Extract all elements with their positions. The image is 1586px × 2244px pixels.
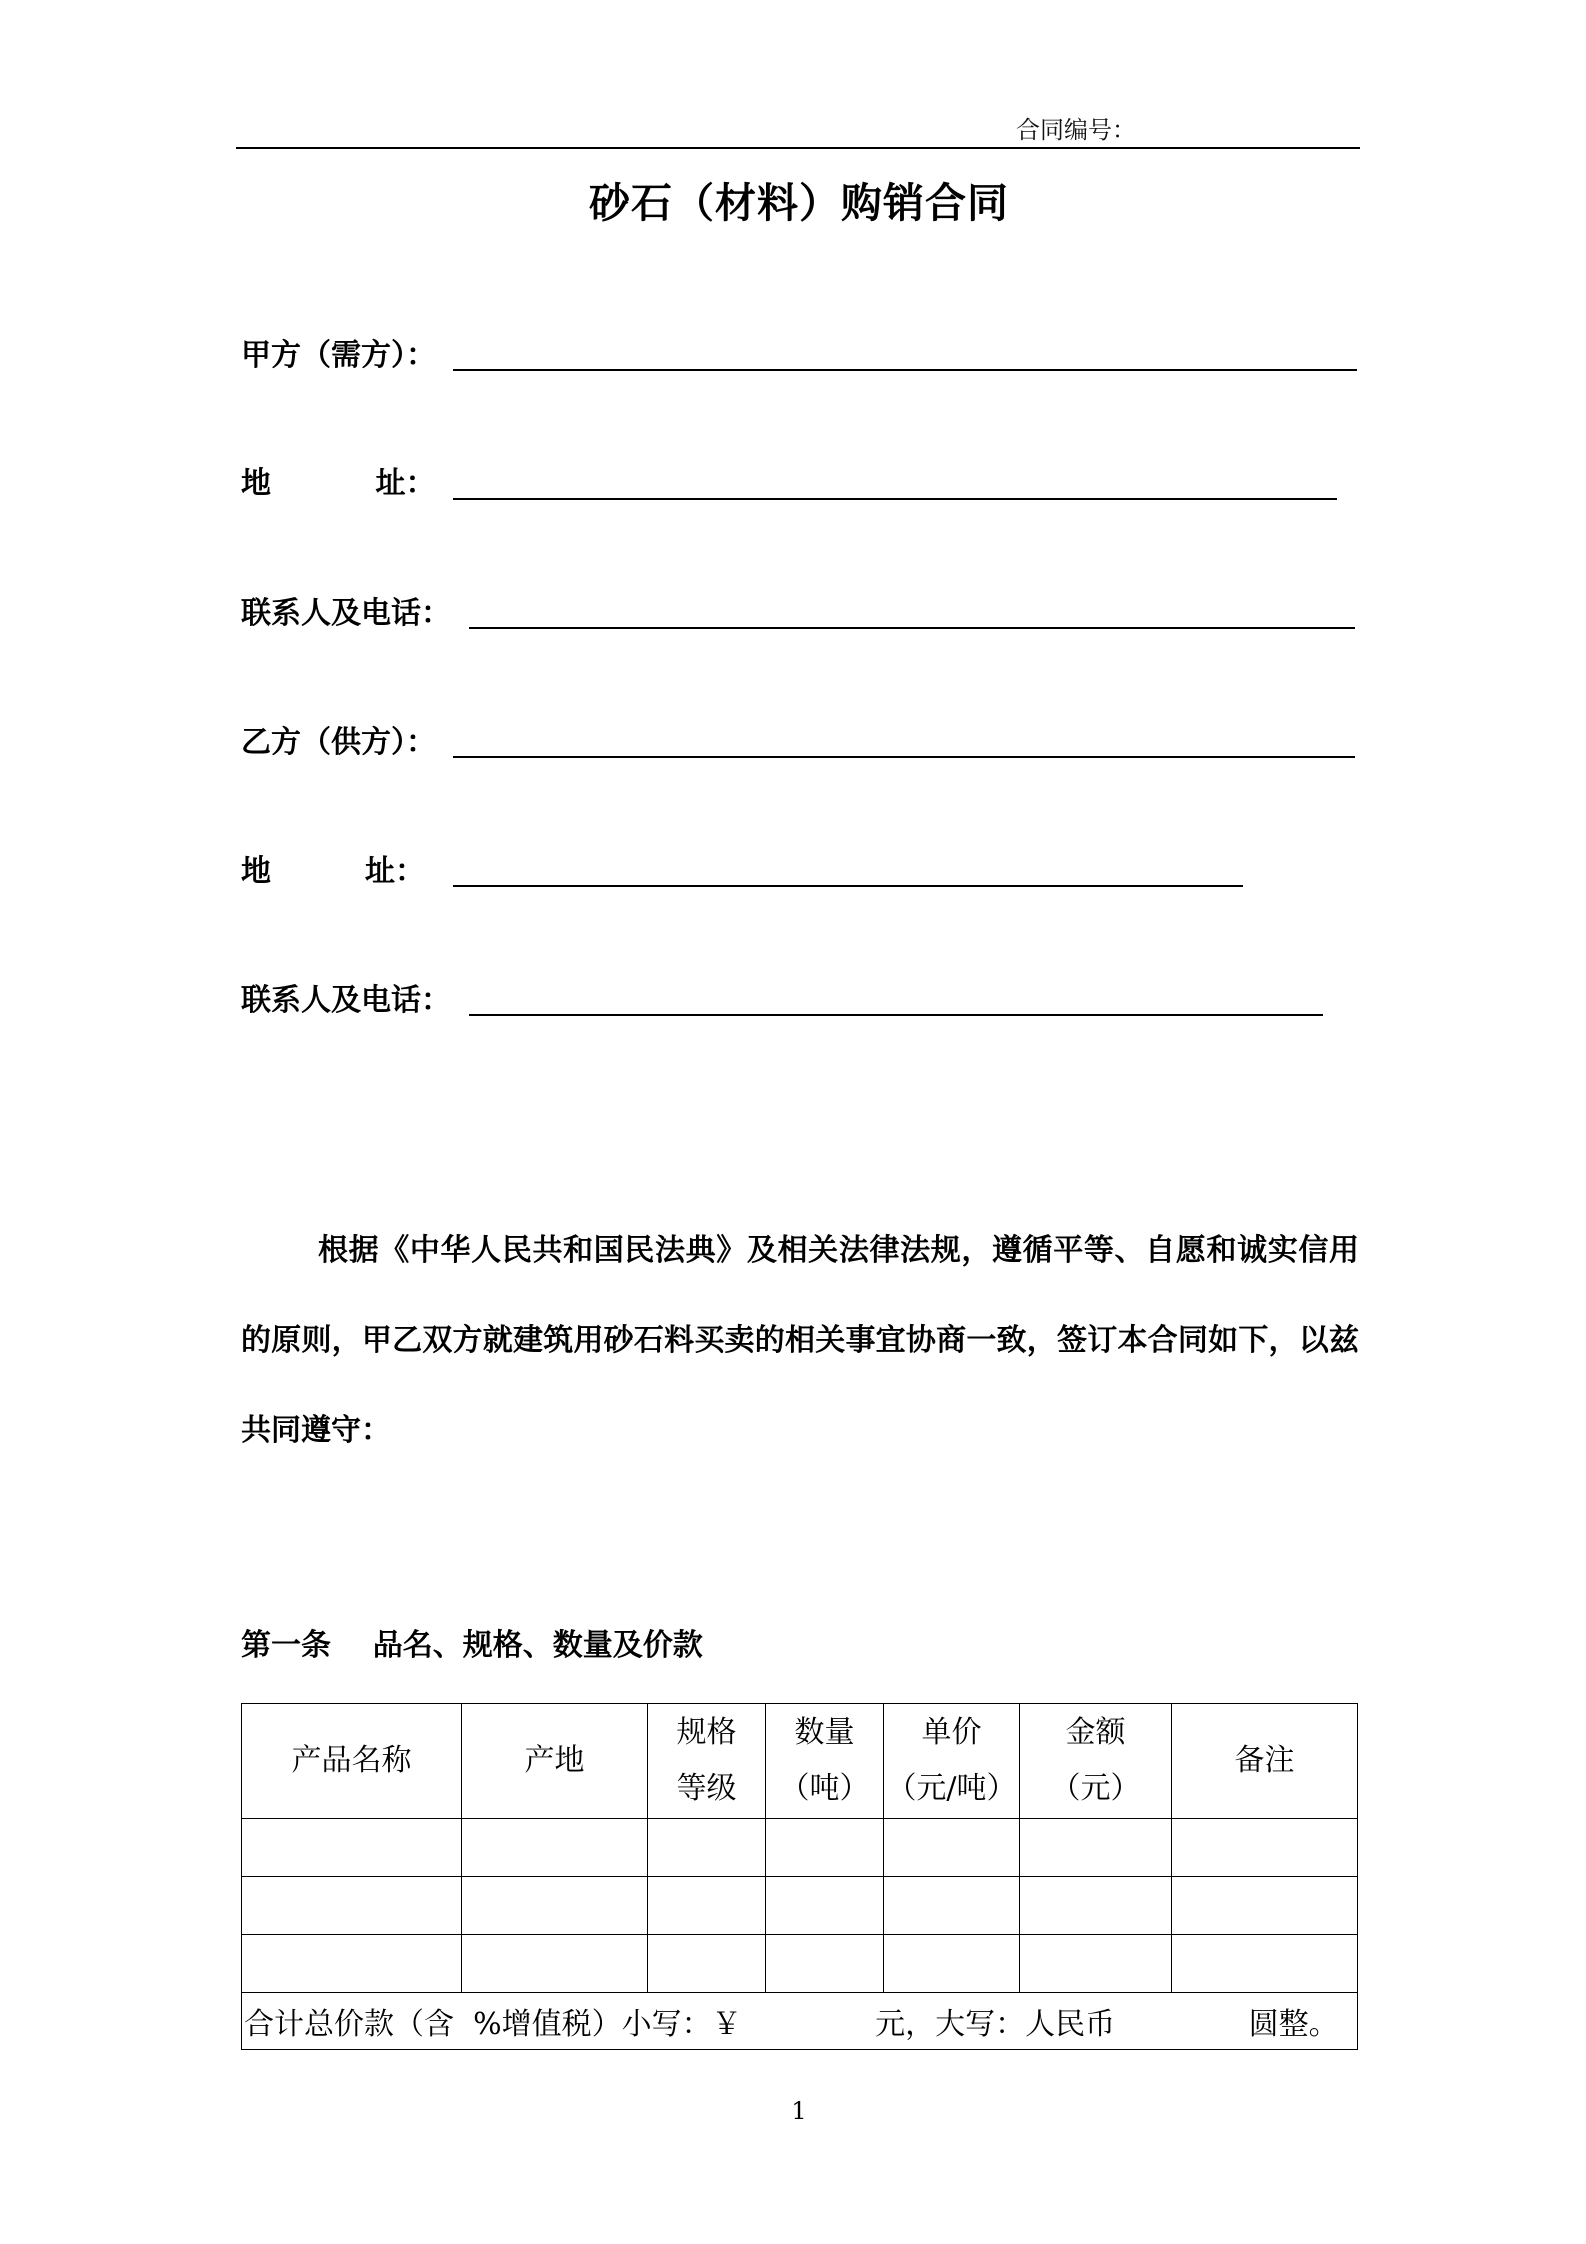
table-cell[interactable] [242,1877,462,1935]
table-cell[interactable] [1172,1877,1358,1935]
preamble-paragraph: 根据《中华人民共和国民法典》及相关法律法规，遵循平等、自愿和诚实信用的原则，甲乙双方就建筑用砂石料买卖的相关事宜协商一致，签订本合同如下，以兹共同遵守： [241,1233,1359,1448]
table-cell[interactable] [884,1819,1020,1877]
table-cell[interactable] [242,1935,462,1993]
col-origin: 产地 [462,1704,648,1819]
table-cell[interactable] [462,1819,648,1877]
table-row [242,1935,1358,1993]
col-qty-line2: （吨） [779,1771,870,1806]
table-cell[interactable] [766,1877,884,1935]
table-cell[interactable] [1020,1819,1172,1877]
table-cell[interactable] [242,1819,462,1877]
col-quantity [766,1704,884,1819]
table-row [242,1877,1358,1935]
article-1-heading: 第一条 品名、规格、数量及价款 [241,1628,703,1663]
party-a-label: 甲方（需方）： [241,338,436,373]
product-price-table [241,1703,1358,2050]
party-b-address-label: 地 址： [241,854,425,889]
table-cell[interactable] [462,1877,648,1935]
header-rule [236,147,1360,149]
col-amount-line2: （元） [1050,1771,1141,1806]
col-price-line1: 单价 [921,1715,982,1750]
table-cell[interactable] [884,1935,1020,1993]
table-cell[interactable] [766,1935,884,1993]
total-price-line[interactable]: 合计总价款（含 %增值税）小写：￥ 元，大写：人民币 圆整。 [242,1993,1358,2050]
party-a-fill-line[interactable] [453,369,1357,371]
party-b-address-fill-line[interactable] [453,885,1243,887]
col-spec-line2: 等级 [676,1771,737,1806]
table-cell[interactable] [884,1877,1020,1935]
table-cell[interactable] [1020,1877,1172,1935]
table-cell[interactable] [462,1935,648,1993]
col-product-name: 产品名称 [242,1704,462,1819]
table-cell[interactable] [1020,1935,1172,1993]
party-b-contact-label: 联系人及电话： [241,983,451,1018]
col-amount-line1: 金额 [1065,1715,1126,1750]
table-cell[interactable] [648,1877,766,1935]
col-unit-price [884,1704,1020,1819]
party-b-contact-fill-line[interactable] [469,1014,1323,1016]
table-cell[interactable] [1172,1935,1358,1993]
party-a-contact-label: 联系人及电话： [241,596,451,631]
contract-number-label: 合同编号： [1016,116,1136,144]
page-number: 1 [791,2097,807,2125]
party-a-contact-fill-line[interactable] [469,627,1355,629]
table-header-row [242,1704,1358,1819]
party-b-label: 乙方（供方）： [241,725,436,760]
col-spec-line1: 规格 [676,1715,737,1750]
party-b-fill-line[interactable] [453,756,1355,758]
table-row [242,1819,1358,1877]
col-remark: 备注 [1172,1704,1358,1819]
col-spec-grade [648,1704,766,1819]
table-cell[interactable] [766,1819,884,1877]
col-amount [1020,1704,1172,1819]
table-cell[interactable] [648,1935,766,1993]
table-cell[interactable] [1172,1819,1358,1877]
col-price-line2: （元/吨） [886,1771,1017,1806]
table-cell[interactable] [648,1819,766,1877]
table-total-row [242,1993,1358,2050]
document-title: 砂石（材料）购销合同 [589,179,1009,227]
col-qty-line1: 数量 [794,1715,855,1750]
party-a-address-label: 地 址： [241,466,436,501]
party-a-address-fill-line[interactable] [453,498,1337,500]
